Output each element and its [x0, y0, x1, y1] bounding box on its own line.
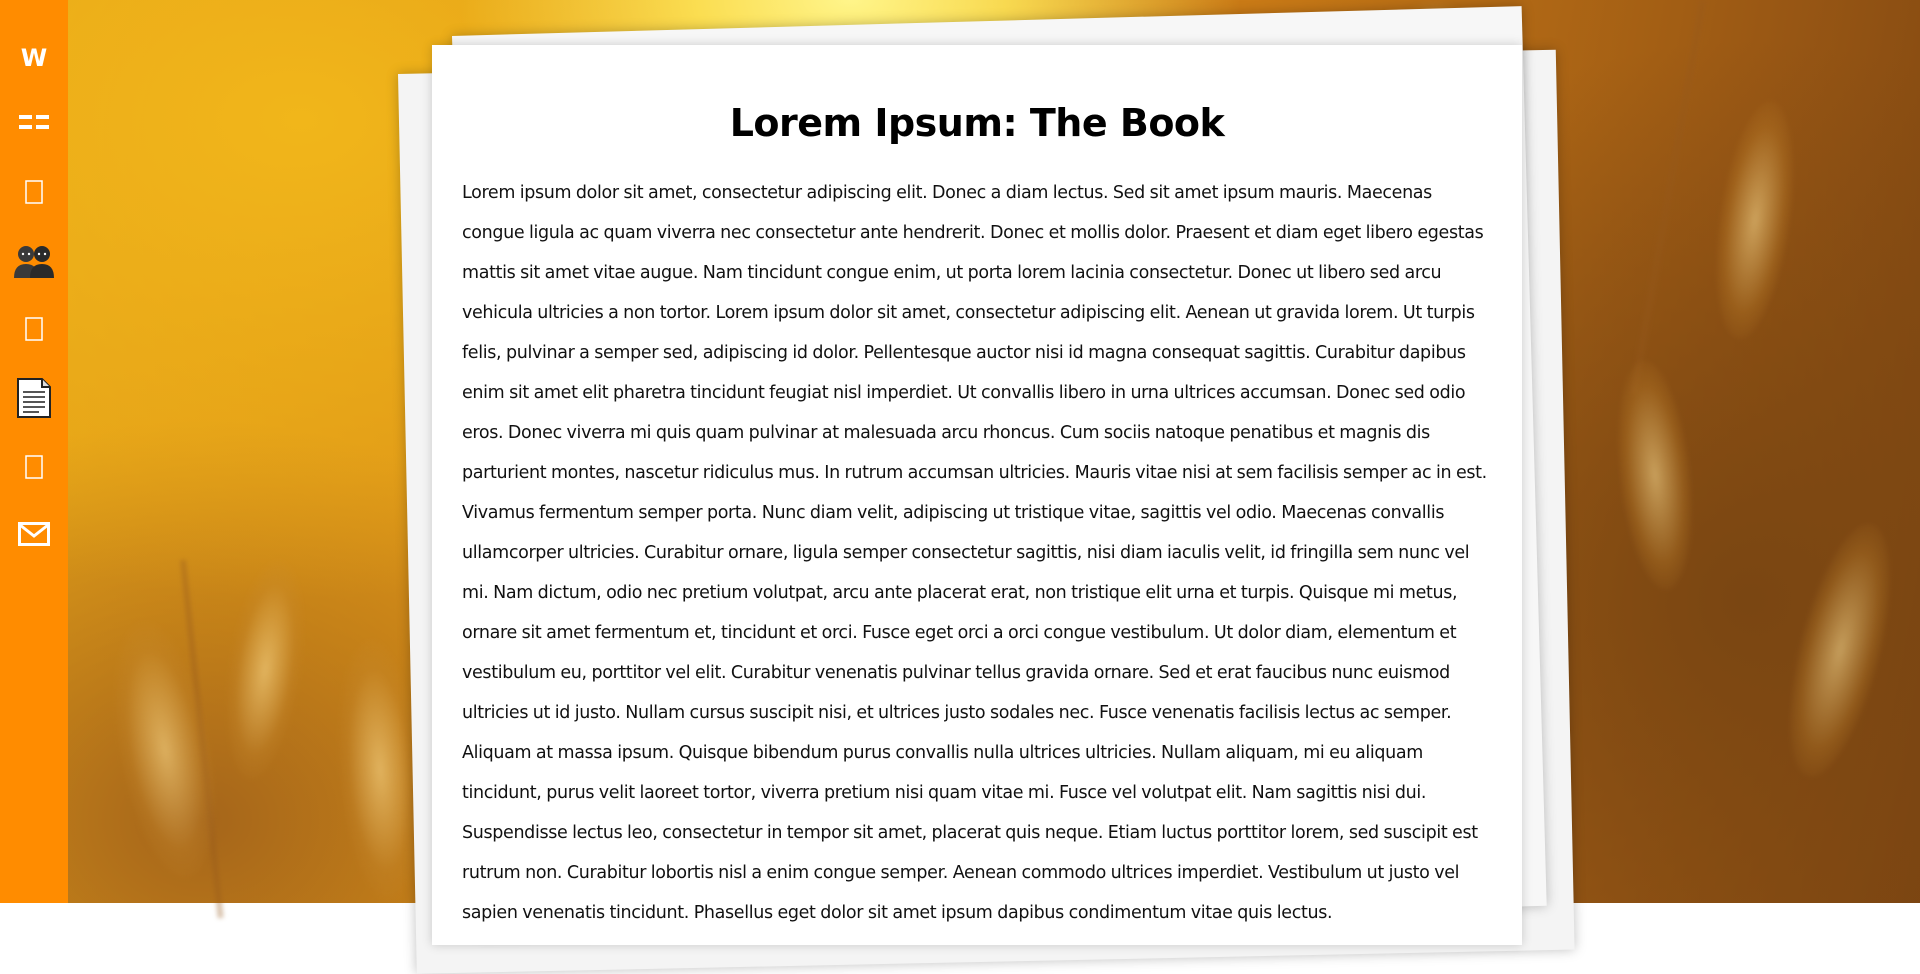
- menu-button[interactable]: [0, 95, 68, 151]
- nav-item-placeholder-3[interactable]: [0, 439, 68, 495]
- book-body-text: Lorem ipsum dolor sit amet, consectetur adipiscing elit. Donec a diam lectus. Sed sit amet ipsum mauris. Maecenas congue ligula ac quam viverra nec consectetur ante hendrerit. Donec et mollis dolor. Praesent et diam eget libero egestas mattis sit amet vitae augue. Nam tincidunt congue enim, ut porta lorem lacinia consectetur. Donec ut libero sed arcu vehicula ultricies a non tortor. Lorem ipsum dolor sit amet, consectetur adipiscing elit. Aenean ut gravida lorem. Ut turpis felis, pulvinar a semper sed, adipiscing id dolor. Pellentesque auctor nisi id magna consequat sagittis. Curabitur dapibus enim sit amet elit pharetra tincidunt feugiat nisl imperdiet. Ut convallis libero in urna ultrices accumsan. Donec sed odio eros. Donec viverra mi quis quam pulvinar at malesuada arcu rhoncus. Cum sociis natoque penatibus et magnis dis parturient montes, nascetur ridiculus mus. In rutrum accumsan ultricies. Mauris vitae nisi at sem facilisis semper ac in est. Vivamus fermentum semper porta. Nunc diam velit, adipiscing ut tristique vitae, sagittis vel odio. Maecenas convallis ullamcorper ultricies. Curabitur ornare, ligula semper consectetur sagittis, nisi diam iaculis velit, id fringilla sem nunc vel mi. Nam dictum, odio nec pretium volutpat, arcu ante placerat erat, non tristique elit urna et turpis. Quisque mi metus, ornare sit amet fermentum et, tincidunt et orci. Fusce eget orci a orci congue vestibulum. Ut dolor diam, elementum et vestibulum eu, porttitor vel elit. Curabitur venenatis pulvinar tellus gravida ornare. Sed et erat faucibus nunc euismod ultricies ut id justo. Nullam cursus suscipit nisi, et ultrices justo sodales nec. Fusce venenatis facilisis lectus ac semper. Aliquam at massa ipsum. Quisque bibendum purus convallis nulla ultrices ultricies. Nullam aliquam, mi eu aliquam tincidunt, purus velit laoreet tortor, viverra pretium nisi quam vitae mi. Fusce vel volutpat elit. Nam sagittis nisi dui. Suspendisse lectus leo, consectetur in tempor sit amet, placerat quis neque. Etiam luctus porttitor lorem, sed suscipit est rutrum non. Curabitur lobortis nisl a enim congue semper. Aenean commodo ultrices imperdiet. Vestibulum ut justo vel sapien venenatis tincidunt. Phasellus eget dolor sit amet ipsum dapibus condimentum vitae quis lectus.: [462, 183, 1487, 923]
- sidebar: [0, 0, 68, 903]
- missing-glyph-icon: [25, 455, 43, 479]
- logo-w: W: [20, 44, 48, 72]
- nav-item-document[interactable]: [0, 370, 68, 426]
- missing-glyph-icon: [25, 317, 43, 341]
- equals-menu-icon: [19, 114, 49, 132]
- wheat-head-decoration: [1770, 514, 1911, 786]
- wheat-head-decoration: [1704, 96, 1807, 343]
- nav-item-placeholder-2[interactable]: [0, 301, 68, 357]
- logo-button[interactable]: [0, 30, 68, 86]
- envelope-icon: [18, 522, 50, 546]
- book-page: [432, 45, 1522, 945]
- nav-item-placeholder-1[interactable]: [0, 164, 68, 220]
- missing-glyph-icon: [25, 180, 43, 204]
- people-icon: [12, 242, 56, 280]
- document-icon: [16, 377, 52, 419]
- page-title: Lorem Ipsum: The Book: [729, 101, 1225, 145]
- wheat-stem-decoration: [1631, 0, 1706, 394]
- nav-item-mail[interactable]: [0, 506, 68, 562]
- wheat-head-decoration: [1608, 357, 1702, 593]
- nav-item-people[interactable]: [0, 233, 68, 289]
- wheat-head-decoration: [215, 556, 315, 784]
